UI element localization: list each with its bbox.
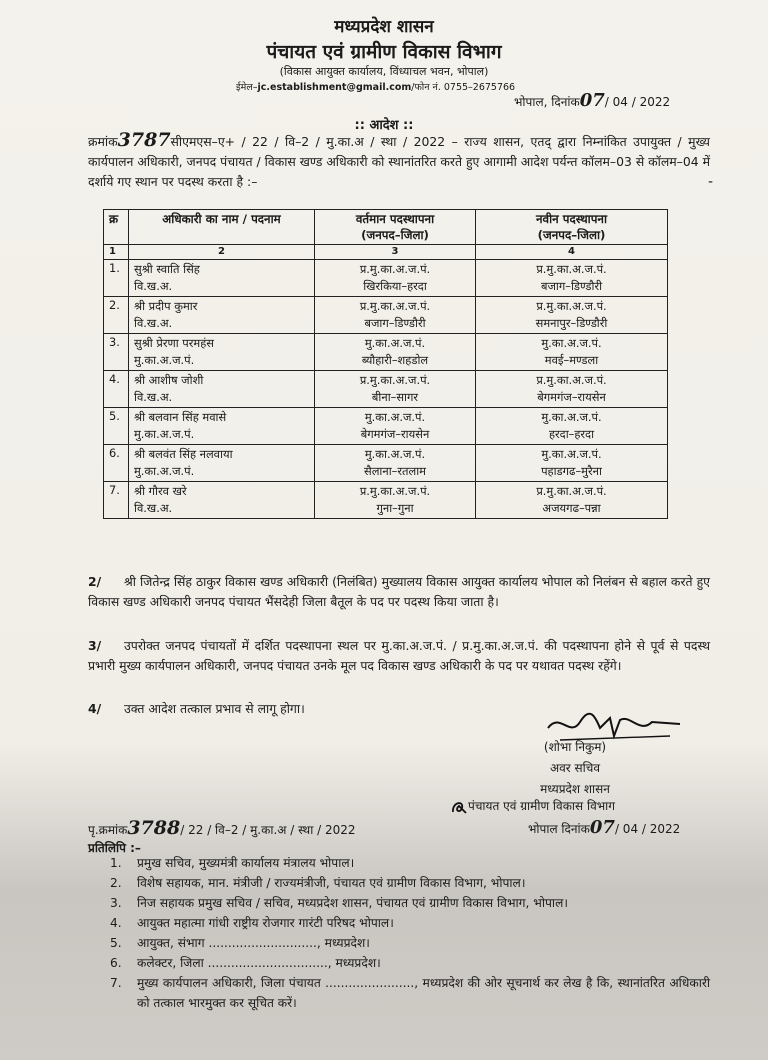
header-new xyxy=(476,210,668,245)
order-intro-text: सीएमएस–ए+ / 22 / वि–2 / मु.का.अ / स्था / 2022 – राज्य शासन, एतद् द्वारा निम्नांकित उपायुक्त / मुख्य कार्यपालन अधिकारी, जनपद पंचायत / विकास खण्ड अधिकारी को स्थानांतरित करते हुए आगामी आदेश पर्यन्त कॉलम–03 से कॉलम–04 में दर्शाये गए स्थान पर पदस्थ करता है :– xyxy=(88,134,710,189)
table-row xyxy=(104,260,668,297)
email-address: jc.establishment@gmail.com xyxy=(257,82,412,93)
paragraph-number: 4/ xyxy=(88,701,102,716)
officer-cell xyxy=(129,371,315,408)
list-item-number: 5. xyxy=(110,936,122,950)
new-post: प्र.मु.का.अ.ज.पं. xyxy=(536,373,607,387)
header-contact xyxy=(236,80,515,93)
officer-name: श्री बलवान सिंह मवासे xyxy=(134,410,227,424)
current-posting-cell xyxy=(315,297,476,334)
endorsement-number-prefix: पृ.क्रमांक xyxy=(88,823,128,837)
list-item-text: मुख्य कार्यपालन अधिकारी, जिला पंचायत ......................., मध्यप्रदेश की ओर सूचनार्थ कर लेख है कि, स्थानांतरित अधिकारी को तत्काल भारमुक्त कर सूचित करें। xyxy=(137,976,710,1010)
officer-designation: वि.ख.अ. xyxy=(134,316,173,330)
table-header-row xyxy=(104,210,668,245)
table-row xyxy=(104,297,668,334)
endorsement-date xyxy=(528,817,680,838)
order-intro xyxy=(88,130,710,192)
new-post: प्र.मु.का.अ.ज.पं. xyxy=(536,484,607,498)
new-post: मु.का.अ.ज.पं. xyxy=(541,410,602,424)
signatory-name: (शोभा निकुम) xyxy=(543,740,607,754)
signatory-department xyxy=(450,797,615,816)
officer-cell xyxy=(129,260,315,297)
table-row xyxy=(104,482,668,519)
row-serial: 3. xyxy=(104,334,129,371)
endorsement-date-rest: / 04 / 2022 xyxy=(614,822,681,836)
new-post: प्र.मु.का.अ.ज.पं. xyxy=(536,299,607,313)
list-item-text: कलेक्टर, जिला ..............................., मध्यप्रदेश। xyxy=(137,956,381,970)
col-number: 1 xyxy=(104,245,129,260)
new-posting-cell xyxy=(476,260,668,297)
current-posting-cell xyxy=(315,371,476,408)
initial-mark-icon xyxy=(450,798,468,816)
list-item-text: आयुक्त महात्मा गांधी राष्ट्रीय रोजगार गारंटी परिषद भोपाल। xyxy=(137,916,394,930)
paragraph-text: श्री जितेन्द्र सिंह ठाकुर विकास खण्ड अधिकारी (निलंबित) मुख्यालय विकास आयुक्त कार्यालय भोपाल को निलंबन से बहाल करते हुए विकास खण्ड अधिकारी जनपद पंचायत भैंसदेही जिला बैतूल के पद पर पदस्थ किया जाता है। xyxy=(88,574,710,609)
list-item-number: 7. xyxy=(110,976,122,990)
order-number-prefix: क्रमांक xyxy=(88,134,118,149)
list-item-text: आयुक्त, संभाग ............................, मध्यप्रदेश। xyxy=(137,936,370,950)
officer-designation: मु.का.अ.ज.पं. xyxy=(134,427,195,441)
new-place: समनापुर–डिण्डौरी xyxy=(535,316,608,330)
column-number-row xyxy=(104,245,668,260)
new-posting-cell xyxy=(476,371,668,408)
officer-designation: मु.का.अ.ज.पं. xyxy=(134,464,195,478)
officer-name: श्री गौरव खरे xyxy=(134,484,187,498)
current-place: खिरकिया–हरदा xyxy=(363,279,427,293)
endorsement-number-value: 3788 xyxy=(127,817,181,839)
phone-number: /फोन नं. 0755–2675766 xyxy=(411,82,516,93)
current-post: मु.का.अ.ज.पं. xyxy=(364,410,426,424)
current-posting-cell xyxy=(315,260,476,297)
header-current xyxy=(315,210,476,245)
new-post: प्र.मु.का.अ.ज.पं. xyxy=(536,262,607,276)
new-posting-cell xyxy=(476,482,668,519)
order-date-prefix: भोपाल, दिनांक xyxy=(514,95,580,109)
officer-designation: वि.ख.अ. xyxy=(134,279,173,293)
new-place: बजाग–डिण्डौरी xyxy=(540,279,603,293)
officer-cell xyxy=(129,445,315,482)
header-sno: क्र xyxy=(104,210,129,245)
current-post: मु.का.अ.ज.पं. xyxy=(364,336,426,350)
endorsement-number xyxy=(88,817,356,839)
table-row xyxy=(104,445,668,482)
new-posting-cell xyxy=(476,445,668,482)
new-posting-cell xyxy=(476,334,668,371)
list-item xyxy=(110,893,710,913)
trailing-mark: - xyxy=(708,174,714,190)
current-place: ब्यौहारी–शहडोल xyxy=(361,353,429,367)
list-item-number: 1. xyxy=(110,856,122,870)
row-serial: 6. xyxy=(104,445,129,482)
header-office: (विकास आयुक्त कार्यालय, विंध्याचल भवन, भोपाल) xyxy=(279,65,489,78)
header-department: पंचायत एवं ग्रामीण विकास विभाग xyxy=(266,41,502,63)
officer-name: श्री आशीष जोशी xyxy=(134,373,204,387)
new-posting-cell xyxy=(476,297,668,334)
current-post: प्र.मु.का.अ.ज.पं. xyxy=(359,373,431,387)
officer-name: सुश्री स्वाति सिंह xyxy=(134,262,200,276)
current-place: बेगमगंज–रायसेन xyxy=(360,427,430,441)
current-post: प्र.मु.का.अ.ज.पं. xyxy=(359,484,431,498)
header-current-sub: (जनपद–जिला) xyxy=(361,228,429,242)
copy-list xyxy=(110,853,710,1013)
current-posting-cell xyxy=(315,334,476,371)
list-item-text: विशेष सहायक, मान. मंत्रीजी / राज्यमंत्रीजी, पंचायत एवं ग्रामीण विकास विभाग, भोपाल। xyxy=(137,876,526,890)
list-item-number: 3. xyxy=(110,896,122,910)
officer-designation: मु.का.अ.ज.पं. xyxy=(134,353,195,367)
new-place: पहाडगढ–मुरैना xyxy=(541,464,602,478)
table-row xyxy=(104,371,668,408)
paragraph-text: उपरोक्त जनपद पंचायतों में दर्शित पदस्थापना स्थल पर मु.का.अ.ज.पं. / प्र.मु.का.अ.ज.पं. की पदस्थापना होने से पूर्व से पदस्थ प्रभारी मुख्य कार्यपालन अधिकारी, जनपद पंचायत उनके मूल पद विकास खण्ड अधिकारी के पद पर यथावत पदस्थ रहेंगे। xyxy=(88,638,710,673)
officer-cell xyxy=(129,482,315,519)
list-item xyxy=(110,973,710,1013)
row-serial: 1. xyxy=(104,260,129,297)
list-item xyxy=(110,853,710,873)
row-serial: 5. xyxy=(104,408,129,445)
list-item-number: 2. xyxy=(110,876,122,890)
current-place: गुना–गुना xyxy=(376,501,414,515)
row-serial: 4. xyxy=(104,371,129,408)
copy-to-heading: प्रतिलिपि :– xyxy=(88,841,141,855)
list-item-number: 6. xyxy=(110,956,122,970)
new-post: मु.का.अ.ज.पं. xyxy=(541,447,602,461)
officer-name: श्री बलवंत सिंह नलवाया xyxy=(134,447,233,461)
current-posting-cell xyxy=(315,445,476,482)
transfer-table xyxy=(103,209,668,519)
paragraph-number: 2/ xyxy=(88,574,102,589)
paragraph-3 xyxy=(88,636,710,676)
current-post: प्र.मु.का.अ.ज.पं. xyxy=(359,299,431,313)
current-place: बीना–सागर xyxy=(371,390,419,404)
endorsement-date-day: 07 xyxy=(589,817,615,838)
signatory-designation: अवर सचिव xyxy=(549,761,601,775)
col-number: 3 xyxy=(315,245,476,260)
table-body xyxy=(104,260,668,519)
list-item-number: 4. xyxy=(110,916,122,930)
officer-cell xyxy=(129,408,315,445)
current-place: सैलाना–रतलाम xyxy=(364,464,426,478)
signatory-department-text: पंचायत एवं ग्रामीण विकास विभाग xyxy=(468,799,616,813)
order-title: :: आदेश :: xyxy=(354,118,414,133)
new-place: अजयगढ–पन्ना xyxy=(542,501,601,515)
officer-name: श्री प्रदीप कुमार xyxy=(134,299,198,313)
officer-name: सुश्री प्रेरणा परमहंस xyxy=(134,336,214,350)
order-date-rest: / 04 / 2022 xyxy=(604,95,671,109)
paragraph-text: उक्त आदेश तत्काल प्रभाव से लागू होगा। xyxy=(124,701,305,716)
list-item xyxy=(110,933,710,953)
paragraph-number: 3/ xyxy=(88,638,102,653)
officer-cell xyxy=(129,334,315,371)
new-place: मवई–मण्डला xyxy=(544,353,599,367)
row-serial: 2. xyxy=(104,297,129,334)
new-post: मु.का.अ.ज.पं. xyxy=(541,336,602,350)
list-item xyxy=(110,953,710,973)
list-item-text: प्रमुख सचिव, मुख्यमंत्री कार्यालय मंत्रालय भोपाल। xyxy=(137,856,355,870)
officer-designation: वि.ख.अ. xyxy=(134,501,173,515)
current-place: बजाग–डिण्डौरी xyxy=(364,316,426,330)
table-row xyxy=(104,334,668,371)
endorsement-date-prefix: भोपाल दिनांक xyxy=(528,822,590,836)
paragraph-2 xyxy=(88,572,710,612)
officer-cell xyxy=(129,297,315,334)
header-current-title: वर्तमान पदस्थापना xyxy=(355,212,435,226)
endorsement-number-rest: / 22 / वि–2 / मु.का.अ / स्था / 2022 xyxy=(180,823,356,837)
current-post: मु.का.अ.ज.पं. xyxy=(364,447,426,461)
col-number: 2 xyxy=(129,245,315,260)
order-date xyxy=(514,90,670,111)
order-date-day: 07 xyxy=(579,90,605,111)
row-serial: 7. xyxy=(104,482,129,519)
table-row xyxy=(104,408,668,445)
email-prefix: ईमेल– xyxy=(236,82,258,93)
new-place: हरदा–हरदा xyxy=(548,427,595,441)
list-item-text: निज सहायक प्रमुख सचिव / सचिव, मध्यप्रदेश शासन, पंचायत एवं ग्रामीण विकास विभाग, भोपाल। xyxy=(137,896,568,910)
col-number: 4 xyxy=(476,245,668,260)
officer-designation: वि.ख.अ. xyxy=(134,390,173,404)
signatory-state: मध्यप्रदेश शासन xyxy=(540,782,610,796)
new-posting-cell xyxy=(476,408,668,445)
current-posting-cell xyxy=(315,408,476,445)
order-number: 3787 xyxy=(117,129,171,151)
new-place: बेगमगंज–रायसेन xyxy=(537,390,606,404)
current-posting-cell xyxy=(315,482,476,519)
header-state-government: मध्यप्रदेश शासन xyxy=(334,17,434,37)
header-new-title: नवीन पदस्थापना xyxy=(535,212,608,226)
list-item xyxy=(110,873,710,893)
current-post: प्र.मु.का.अ.ज.पं. xyxy=(359,262,431,276)
header-new-sub: (जनपद–जिला) xyxy=(537,228,606,242)
header-name: अधिकारी का नाम / पदनाम xyxy=(129,210,315,245)
list-item xyxy=(110,913,710,933)
